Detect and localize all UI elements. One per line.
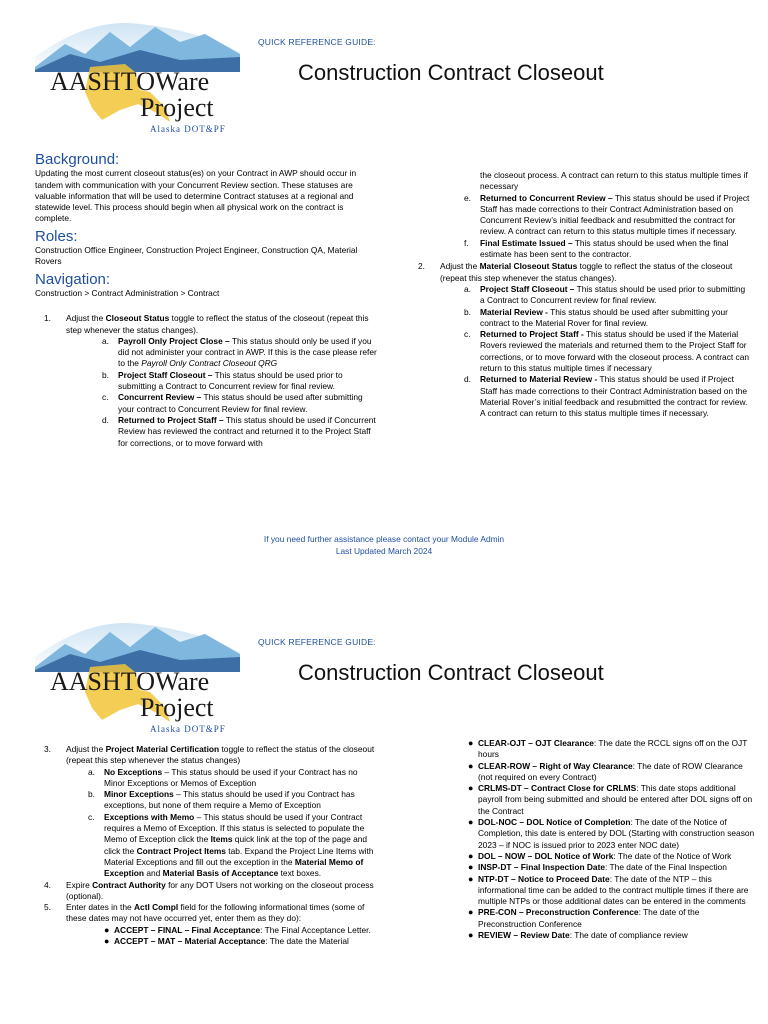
- logo-line1: AASHTOWare: [50, 667, 210, 696]
- item-text: This status should be used after submitting your contract to the Material Rover for final review.: [480, 306, 728, 328]
- logo-line2: Project: [140, 693, 214, 722]
- list-item: [104, 924, 376, 936]
- step-number: 1.: [44, 313, 51, 324]
- item-bold: ACCEPT – MAT – Material Acceptance: [114, 936, 266, 947]
- item-text: This status should be used prior to submitting a Contract to Concurrent review for final review.: [480, 283, 746, 306]
- item-letter: a.: [88, 766, 95, 777]
- step-text: toggle to reflect the status of the closeout (repeat this step whenever the status changes).: [440, 261, 733, 283]
- item-text: : The date the Material: [265, 936, 349, 947]
- list-item: [468, 760, 755, 784]
- qrg-label: QUICK REFERENCE GUIDE:: [258, 37, 376, 47]
- list-item: [88, 811, 376, 880]
- list-item: [102, 414, 380, 449]
- list-item: [88, 766, 376, 790]
- list-item: [102, 392, 380, 415]
- step-number: 3.: [44, 744, 51, 754]
- navigation-path: Construction > Contract Administration > Contract: [35, 287, 220, 298]
- step-bold: Actl Compl: [133, 902, 179, 913]
- navigation-heading: Navigation:: [35, 270, 111, 288]
- qrg-label: QUICK REFERENCE GUIDE:: [258, 637, 376, 647]
- item-bold: Returned to Concurrent Review –: [480, 192, 613, 203]
- item-bold: Concurrent Review –: [118, 392, 202, 403]
- step-3-sublist: [66, 767, 376, 880]
- item-text: This status should be used after submitting your contract to Concurrent Review for final review.: [118, 392, 363, 414]
- steps-list-2: [418, 261, 750, 419]
- list-item: [468, 817, 755, 851]
- list-item: [464, 237, 750, 261]
- item-bold: Material Memo of Exception: [104, 856, 364, 879]
- item-bold: Material Basis of Acceptance: [162, 868, 279, 879]
- left-column: [35, 151, 380, 449]
- item-text: : This date stops additional payroll from being submitted and should be entered after DOL signs off on the Contract: [478, 783, 753, 816]
- list-item: [468, 783, 755, 817]
- bullet-icon: ●: [468, 873, 474, 884]
- item-bold: CLEAR-OJT – OJT Clearance: [478, 738, 594, 748]
- item-text: : The date of the Preconstruction Conference: [478, 907, 700, 929]
- step-text: toggle to reflect the status of the closeout (repeat this step whenever the status changes).: [66, 313, 369, 335]
- item-bold: PRE-CON – Preconstruction Conference: [478, 907, 639, 918]
- bullet-icon: ●: [468, 907, 474, 918]
- list-item: [464, 374, 750, 419]
- list-item: [468, 862, 755, 873]
- list-item: [468, 907, 755, 930]
- item-bold: CRLMS-DT – Contract Close for CRLMS: [478, 783, 637, 794]
- item-italic: Payroll Only Contract Closeout QRG: [141, 358, 278, 369]
- page-title: Construction Contract Closeout: [298, 660, 604, 685]
- bullet-icon: ●: [468, 783, 474, 794]
- item-bold: Material Review -: [480, 306, 548, 317]
- step-text: Expire: [66, 879, 93, 890]
- step-text: Adjust the: [66, 313, 106, 324]
- item-text: – This status should be used if your Contract requires a Memo of Exception. If this status is selected to populate the Memo of Exception click the: [104, 811, 365, 845]
- item-letter: c.: [464, 329, 471, 340]
- right-column: [410, 170, 750, 420]
- step-bold: Contract Authority: [92, 879, 166, 890]
- left-column: [44, 744, 376, 947]
- item-letter: b.: [102, 369, 109, 380]
- step-text: field for the following informational times (some of these dates may not have occurred yet, enter them as they do):: [66, 902, 365, 924]
- step-text: Adjust the: [440, 261, 480, 272]
- steps-list-3: [44, 744, 376, 947]
- item-letter: d.: [102, 414, 109, 425]
- item-text: – This status should be used if your Contract has no Minor Exceptions or Memos of Exception: [104, 766, 358, 788]
- item-text: : The date of ROW Clearance (not required on every Contract): [478, 760, 743, 782]
- item-text: quick link at the top of the page and click the: [104, 834, 368, 856]
- item-text: : The Final Acceptance Letter.: [260, 924, 371, 935]
- item-text: This status should be used if Concurrent Review has reviewed the contract and returned it to the Project Staff for corrections, or to move forward with: [118, 414, 376, 448]
- bullet-icon: ●: [104, 924, 110, 935]
- item-text: This status should only be used if you did not administer your contract in AWP. If this is the case please refer to the: [118, 335, 377, 369]
- item-bold: REVIEW – Review Date: [478, 930, 570, 941]
- item-text: tab. Expand the Project Line Items with Material Exceptions and fill out the exception in the: [104, 845, 374, 867]
- item-text: : The date the RCCL signs off on the OJT hours: [478, 738, 748, 760]
- step-number: 5.: [44, 902, 51, 913]
- item-bold: Contract Project Items: [136, 845, 226, 856]
- step-number: 2.: [418, 261, 425, 272]
- step-text: toggle to reflect the status of the closeout (repeat this step whenever the status changes): [66, 744, 375, 766]
- logo-line2: Project: [140, 93, 214, 122]
- step-5: [44, 902, 376, 947]
- item-letter: a.: [102, 335, 109, 346]
- step-text: Enter dates in the: [66, 902, 134, 913]
- bullet-icon: ●: [468, 817, 474, 828]
- page-footer: [0, 533, 768, 557]
- item-bold: CLEAR-ROW – Right of Way Clearance: [478, 760, 633, 771]
- step-text: for any DOT Users not working on the closeout process (optional).: [66, 879, 374, 901]
- step-1: [44, 313, 380, 449]
- item-text: : The date of compliance review: [569, 930, 688, 941]
- list-item: [464, 306, 750, 330]
- list-item: [468, 738, 755, 761]
- item-bold: Final Estimate Issued –: [480, 237, 573, 248]
- bullet-icon: ●: [468, 760, 474, 771]
- item-bold: No Exceptions: [104, 766, 163, 777]
- step-text: Adjust the: [66, 744, 106, 754]
- step-bold: Project Material Certification: [105, 744, 220, 754]
- bullet-icon: ●: [468, 862, 474, 873]
- page-title: Construction Contract Closeout: [298, 60, 604, 85]
- item-bold: Project Staff Closeout –: [480, 283, 575, 294]
- list-item: [88, 789, 376, 812]
- list-item: [468, 930, 755, 941]
- logo-line1: AASHTOWare: [50, 67, 210, 96]
- background-text: Updating the most current closeout status(es) on your Contract in AWP should occur in tandem with communication with your Concurrent Review section. These statuses are valuable information that will be used to determine Contract statuses at a regional and statewide level. This process should begin when all physical work on the contract is complete.: [35, 168, 357, 224]
- footer-updated: Last Updated March 2024: [335, 546, 433, 556]
- step-bold: Material Closeout Status: [479, 261, 578, 272]
- item-letter: e.: [464, 192, 471, 203]
- informational-times-list: [470, 738, 755, 941]
- item-letter: f.: [464, 237, 469, 248]
- item-letter: d.: [464, 374, 471, 385]
- item-bold: Returned to Project Staff -: [480, 329, 584, 340]
- item-text: This status should be used if Project Staff has made corrections to their Contract Administration based on the Material Rover’s initial feedback and resubmitted the contract for review. A contract can return to this status multiple times if necessary.: [480, 374, 748, 419]
- item-letter: a.: [464, 283, 471, 294]
- step-3: [44, 744, 376, 880]
- item-text: text boxes.: [278, 868, 322, 879]
- item-text: : The date of the Notice of Work: [613, 850, 732, 861]
- item-text: – This status should be used if you Contract has exceptions, but none of them require a Memo of Exception: [104, 789, 355, 811]
- item-bold: DOL – NOW – DOL Notice of Work: [478, 850, 614, 861]
- item-letter: b.: [464, 306, 471, 317]
- continued-text: the closeout process. A contract can return to this status multiple times if necessary: [480, 170, 748, 192]
- item-text: This status should be used when the final estimate has been sent to the contractor.: [480, 237, 729, 260]
- aashtoware-logo: [30, 612, 245, 737]
- list-item: [464, 283, 750, 307]
- item-letter: b.: [88, 789, 95, 800]
- background-heading: Background:: [35, 151, 120, 168]
- roles-heading: Roles:: [35, 227, 78, 245]
- item-bold: Items: [210, 834, 233, 845]
- roles-text: Construction Office Engineer, Construction Project Engineer, Construction QA, Material Rovers: [35, 245, 358, 267]
- item-text: : The date of the NTP – this informational time can be added to the contract multiple times if there are multiple NTPs or those additional dates can be entered in the comments: [478, 873, 749, 907]
- footer-help: If you need further assistance please contact your Module Admin: [263, 534, 505, 544]
- item-bold: ACCEPT – FINAL – Final Acceptance: [114, 924, 261, 935]
- item-text: This status should be used prior to submitting a Contract to Concurrent review for final review.: [118, 369, 343, 392]
- step-2-sublist: [440, 284, 750, 420]
- item-letter: c.: [88, 811, 95, 822]
- item-bold: NTP-DT – Notice to Proceed Date: [478, 873, 610, 884]
- list-item: [468, 850, 755, 862]
- item-bold: Returned to Material Review -: [480, 374, 598, 385]
- step-2: [418, 261, 750, 419]
- list-item: [464, 192, 750, 238]
- page-2: [0, 600, 768, 1024]
- right-column: [470, 738, 755, 941]
- step-5-bullets: [106, 925, 376, 948]
- logo-line3: Alaska DOT&PF: [150, 724, 226, 734]
- item-text: This status should be used if the Material Rovers reviewed the materials and returned them to the Project Staff for corrections, or to move forward with the closeout process. A contract can return to this status multiple times if necessary: [480, 329, 750, 374]
- item-bold: Returned to Project Staff –: [118, 414, 224, 425]
- step-bold: Closeout Status: [105, 313, 170, 324]
- list-item: [468, 873, 755, 908]
- bullet-icon: ●: [468, 850, 474, 861]
- steps-list: [44, 313, 380, 449]
- bullet-icon: ●: [468, 930, 474, 941]
- item-bold: DOL-NOC – DOL Notice of Completion: [478, 817, 631, 828]
- item-bold: Exceptions with Memo: [104, 811, 195, 822]
- list-item: [102, 369, 380, 393]
- step-number: 4.: [44, 879, 51, 890]
- list-item: [464, 329, 750, 374]
- item-text: This status should be used if Project Staff has made corrections to their Contract Administration based on Concurrent Review’s initial feedback and resubmitted the contract for review. A contract can return to this status multiple times if necessary.: [480, 192, 750, 237]
- item-bold: INSP-DT – Final Inspection Date: [478, 862, 606, 873]
- bullet-icon: ●: [468, 738, 474, 748]
- step-4: [44, 879, 376, 903]
- item-letter: c.: [102, 392, 109, 403]
- step-1-sublist-cont: [428, 193, 750, 261]
- item-bold: Project Staff Closeout –: [118, 369, 213, 380]
- list-item: [104, 936, 376, 947]
- aashtoware-logo: [30, 12, 245, 137]
- item-text: : The date of the Notice of Completion, this date is entered by DOL (Starting with construction season 2023 – if NOC is issued prior to 2023 enter NOC date): [478, 817, 755, 850]
- item-bold: Payroll Only Project Close –: [118, 335, 230, 346]
- logo-line3: Alaska DOT&PF: [150, 124, 226, 134]
- bullet-icon: ●: [104, 936, 110, 947]
- item-bold: Minor Exceptions: [104, 789, 174, 800]
- step-1-sublist: [66, 336, 380, 449]
- item-text: : The date of the Final Inspection: [605, 862, 727, 873]
- list-item: [102, 335, 380, 370]
- item-text: and: [144, 868, 163, 879]
